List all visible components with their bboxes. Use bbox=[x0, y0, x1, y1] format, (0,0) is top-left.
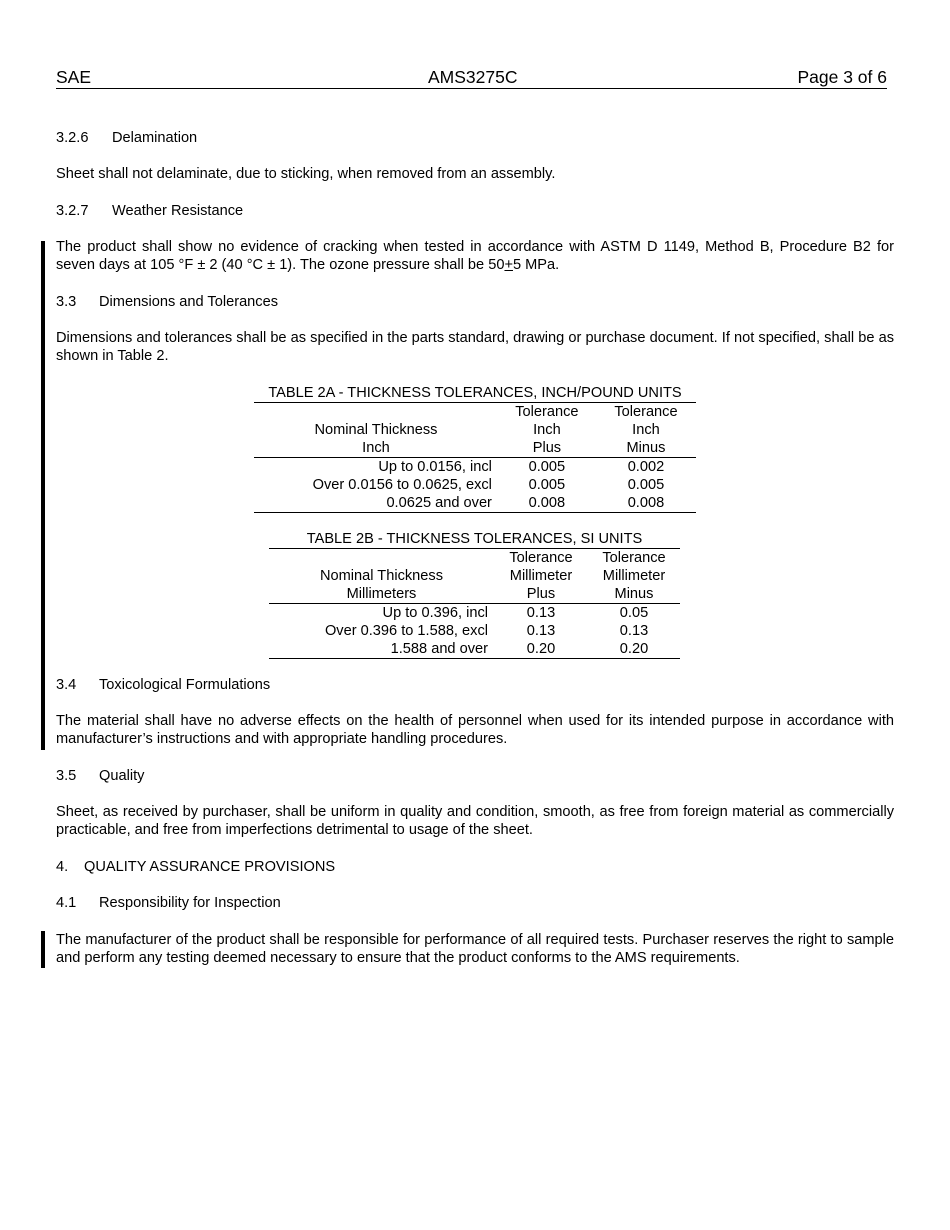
table-header-cell bbox=[269, 549, 494, 568]
paragraph-dimensions: Dimensions and tolerances shall be as specified in the parts standard, drawing or purchase document. If not specified, shall be as shown in Table 2. bbox=[56, 330, 894, 364]
table-2b-si-tolerances bbox=[269, 530, 680, 659]
table-header-cell: Millimeter bbox=[509, 568, 573, 584]
table-header-cell: Tolerance bbox=[588, 549, 680, 568]
paragraph-weather-resistance bbox=[56, 238, 894, 274]
section-number: 3.2.6 bbox=[56, 130, 89, 146]
section-heading-3-5 bbox=[56, 767, 144, 785]
section-heading-3-4 bbox=[56, 676, 270, 694]
paragraph-quality: Sheet, as received by purchaser, shall be uniform in quality and condition, smooth, as free from foreign material as commercially practicable, and free from imperfections detrimental to usage of the sheet. bbox=[56, 804, 894, 838]
header-doc-number: AMS3275C bbox=[428, 67, 518, 87]
table-cell-plus: 0.005 bbox=[528, 459, 566, 475]
table-cell-nominal: Up to 0.0156, incl bbox=[378, 459, 492, 475]
paragraph-toxicological: The material shall have no adverse effects on the health of personnel when used for its intended purpose in accordance with manufacturer’s instructions and with appropriate handling procedures. bbox=[56, 713, 894, 747]
table-cell-nominal: 0.0625 and over bbox=[254, 494, 498, 513]
table-cell-minus: 0.13 bbox=[619, 623, 649, 639]
table-row bbox=[254, 476, 696, 494]
table-header-cell: Tolerance bbox=[596, 403, 696, 422]
table-cell-minus: 0.20 bbox=[588, 640, 680, 659]
table-header-cell: Minus bbox=[596, 439, 696, 458]
section-number: 4.1 bbox=[56, 895, 77, 911]
table-cell-plus: 0.13 bbox=[526, 623, 556, 639]
table-header-cell: Inch bbox=[533, 422, 561, 438]
paragraph-inspection-responsibility: The manufacturer of the product shall be responsible for performance of all required tests. Purchaser reserves the right to sample and perform any testing deemed necessary to ensure that the product conforms to the AMS requirements. bbox=[56, 932, 894, 966]
header-org: SAE bbox=[56, 67, 92, 87]
table-row bbox=[254, 458, 696, 477]
header-page-number: Page 3 of 6 bbox=[797, 67, 887, 87]
section-heading-3-2-6 bbox=[56, 129, 197, 147]
section-heading-3-3 bbox=[56, 293, 278, 311]
table-header-cell: Minus bbox=[588, 585, 680, 604]
table-2a-inch-tolerances bbox=[254, 384, 696, 513]
table-cell-nominal: Over 0.396 to 1.588, excl bbox=[324, 623, 488, 639]
table-header-cell bbox=[254, 403, 498, 422]
section-heading-4-1 bbox=[56, 894, 281, 912]
section-title: Quality bbox=[99, 768, 145, 784]
table-cell-minus: 0.008 bbox=[596, 494, 696, 513]
plus-minus-symbol: + bbox=[504, 257, 513, 273]
table-caption bbox=[269, 530, 680, 548]
table-header-cell: Inch bbox=[632, 422, 660, 438]
section-title: Dimensions and Tolerances bbox=[99, 294, 279, 310]
section-heading-3-2-7 bbox=[56, 202, 243, 220]
table-row bbox=[269, 604, 680, 623]
table-row bbox=[269, 640, 680, 659]
table-header-cell: Inch bbox=[254, 439, 498, 458]
text-run: 5 MPa. bbox=[512, 257, 560, 273]
paragraph-delamination: Sheet shall not delaminate, due to sticking, when removed from an assembly. bbox=[56, 166, 556, 182]
section-number: 3.5 bbox=[56, 768, 77, 784]
section-title: Weather Resistance bbox=[112, 203, 244, 219]
table-header-cell: Tolerance bbox=[494, 549, 588, 568]
table-caption bbox=[254, 384, 696, 402]
table-header-cell: Millimeters bbox=[269, 585, 494, 604]
table-cell-plus: 0.13 bbox=[526, 605, 556, 621]
section-heading-4 bbox=[56, 858, 335, 876]
table-cell-plus: 0.008 bbox=[498, 494, 596, 513]
table-header-cell: Millimeter bbox=[602, 568, 666, 584]
table-row bbox=[254, 494, 696, 513]
table-cell-minus: 0.005 bbox=[627, 477, 665, 493]
table-row bbox=[269, 622, 680, 640]
section-number: 3.2.7 bbox=[56, 203, 89, 219]
table-header-cell: Nominal Thickness bbox=[319, 568, 443, 584]
table-header-cell: Nominal Thickness bbox=[314, 422, 438, 438]
section-title: QUALITY ASSURANCE PROVISIONS bbox=[84, 859, 336, 875]
section-title: Responsibility for Inspection bbox=[99, 895, 281, 911]
revision-change-bar bbox=[41, 241, 45, 750]
table-header-cell: Plus bbox=[494, 585, 588, 604]
section-title: Toxicological Formulations bbox=[99, 677, 271, 693]
table-cell-nominal: 1.588 and over bbox=[269, 640, 494, 659]
table-caption-text: TABLE 2A - THICKNESS TOLERANCES, INCH/POUND UNITS bbox=[268, 385, 682, 401]
table-cell-minus: 0.002 bbox=[627, 459, 665, 475]
table-header-cell: Plus bbox=[498, 439, 596, 458]
revision-change-bar bbox=[41, 931, 45, 968]
table-cell-plus: 0.20 bbox=[494, 640, 588, 659]
section-number: 4. bbox=[56, 859, 69, 875]
page-header bbox=[56, 68, 887, 89]
table-caption-text: TABLE 2B - THICKNESS TOLERANCES, SI UNITS bbox=[306, 531, 643, 547]
text-run: The product shall show no evidence of cracking when tested in accordance with ASTM D 1149, Method B, Procedure B2 for seven days at 105 °F ± 2 (40 °C ± 1). The ozone pressure shall be 50 bbox=[56, 239, 894, 273]
section-number: 3.3 bbox=[56, 294, 77, 310]
table-cell-minus: 0.05 bbox=[619, 605, 649, 621]
table-cell-nominal: Over 0.0156 to 0.0625, excl bbox=[312, 477, 492, 493]
section-title: Delamination bbox=[112, 130, 198, 146]
section-number: 3.4 bbox=[56, 677, 77, 693]
table-header-cell: Tolerance bbox=[498, 403, 596, 422]
table-cell-nominal: Up to 0.396, incl bbox=[382, 605, 488, 621]
table-cell-plus: 0.005 bbox=[528, 477, 566, 493]
